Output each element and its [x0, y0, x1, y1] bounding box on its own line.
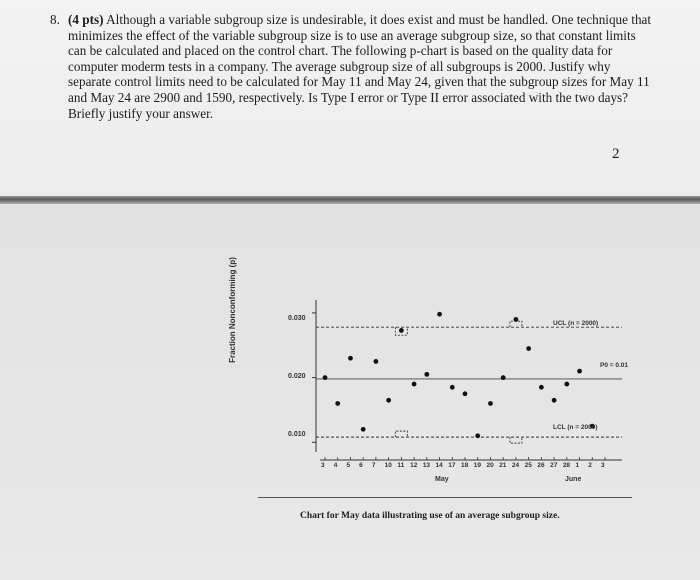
data-point — [386, 398, 391, 403]
x-tick-label: 4 — [333, 462, 338, 469]
x-tick-label: 5 — [346, 462, 351, 469]
x-tick-label: 14 — [435, 462, 443, 469]
lcl-label: LCL (n = 2000) — [553, 424, 598, 431]
p-chart — [228, 257, 650, 530]
x-tick-label: 27 — [550, 462, 558, 469]
x-tick-label: 26 — [537, 462, 545, 469]
question-number: 8. — [50, 12, 60, 27]
x-tick-label: 25 — [524, 462, 532, 469]
x-tick-label: 6 — [359, 462, 363, 469]
x-tick-label: 17 — [448, 462, 456, 469]
x-tick-label: 18 — [461, 462, 469, 469]
x-tick-label: 24 — [511, 462, 520, 469]
data-point — [488, 401, 493, 406]
x-tick-label: 20 — [486, 462, 494, 469]
data-point — [501, 375, 506, 380]
data-point — [348, 356, 353, 361]
data-point — [335, 401, 340, 406]
x-tick-label: 3 — [601, 462, 605, 469]
x-tick-label: 11 — [397, 462, 405, 469]
lcl-may24-limit — [510, 437, 522, 443]
data-point — [374, 359, 379, 364]
ucl-label: UCL (n = 2000) — [553, 320, 599, 327]
figure-caption: Chart for May data illustrating use of an average subgroup size. — [300, 511, 560, 521]
center-line-label: P0 = 0.01 — [600, 362, 629, 369]
month-label-june: June — [565, 476, 582, 483]
question-points: (4 pts) — [68, 12, 104, 27]
data-point — [424, 372, 429, 377]
x-tick-label: 19 — [473, 462, 481, 469]
x-tick-label: 2 — [588, 462, 592, 469]
page-edge — [0, 196, 700, 204]
ucl-may24-limit — [510, 321, 522, 327]
caption-rule — [258, 497, 632, 498]
y-tick-label: 0.020 — [288, 373, 306, 380]
question-body — [68, 12, 653, 121]
x-tick-label: 3 — [321, 462, 325, 469]
data-point — [552, 398, 557, 403]
x-tick-label: 21 — [499, 462, 507, 469]
data-point — [450, 385, 455, 390]
x-tick-label: 28 — [562, 462, 571, 469]
data-point — [564, 382, 569, 387]
data-point — [577, 369, 582, 374]
y-tick-label: 0.030 — [288, 315, 306, 322]
x-tick-label: 13 — [422, 462, 431, 469]
data-point — [361, 427, 366, 432]
question-text: Although a variable subgroup size is undesirable, it does exist and must be handled. One technique that minimizes the effect of the variable subgroup size is to use an average subgroup size, so that constant limits can be calculated and placed on the control chart. The following p-chart is based on the quality data for computer moderm tests in a company. The average subgroup size of all subgroups is 2000. Justify why separate control limits need to be calculated for May 11 and May 24, given that the subgroup sizes for May 11 and May 24 are 2900 and 1590, respectively. Is Type I error or Type II error associated with the two days? Briefly justify your answer. — [68, 12, 652, 121]
data-point — [463, 391, 468, 396]
x-tick-label: 1 — [575, 462, 580, 469]
data-point — [539, 385, 544, 390]
x-tick-label: 10 — [384, 462, 392, 469]
x-tick-label: 7 — [371, 462, 376, 469]
data-point — [412, 382, 417, 387]
x-tick-label: 12 — [410, 462, 418, 469]
data-point — [475, 433, 480, 438]
data-point — [323, 375, 328, 380]
month-label-may: May — [435, 476, 449, 483]
data-point — [514, 317, 519, 322]
data-point — [399, 328, 404, 333]
data-point — [437, 312, 442, 317]
y-axis-label: Fraction Nonconforming (p) — [228, 257, 237, 363]
data-point — [526, 346, 531, 351]
y-tick-label: 0.010 — [288, 431, 306, 438]
lcl-may11-limit — [395, 431, 407, 437]
page-number: 2 — [612, 146, 620, 162]
